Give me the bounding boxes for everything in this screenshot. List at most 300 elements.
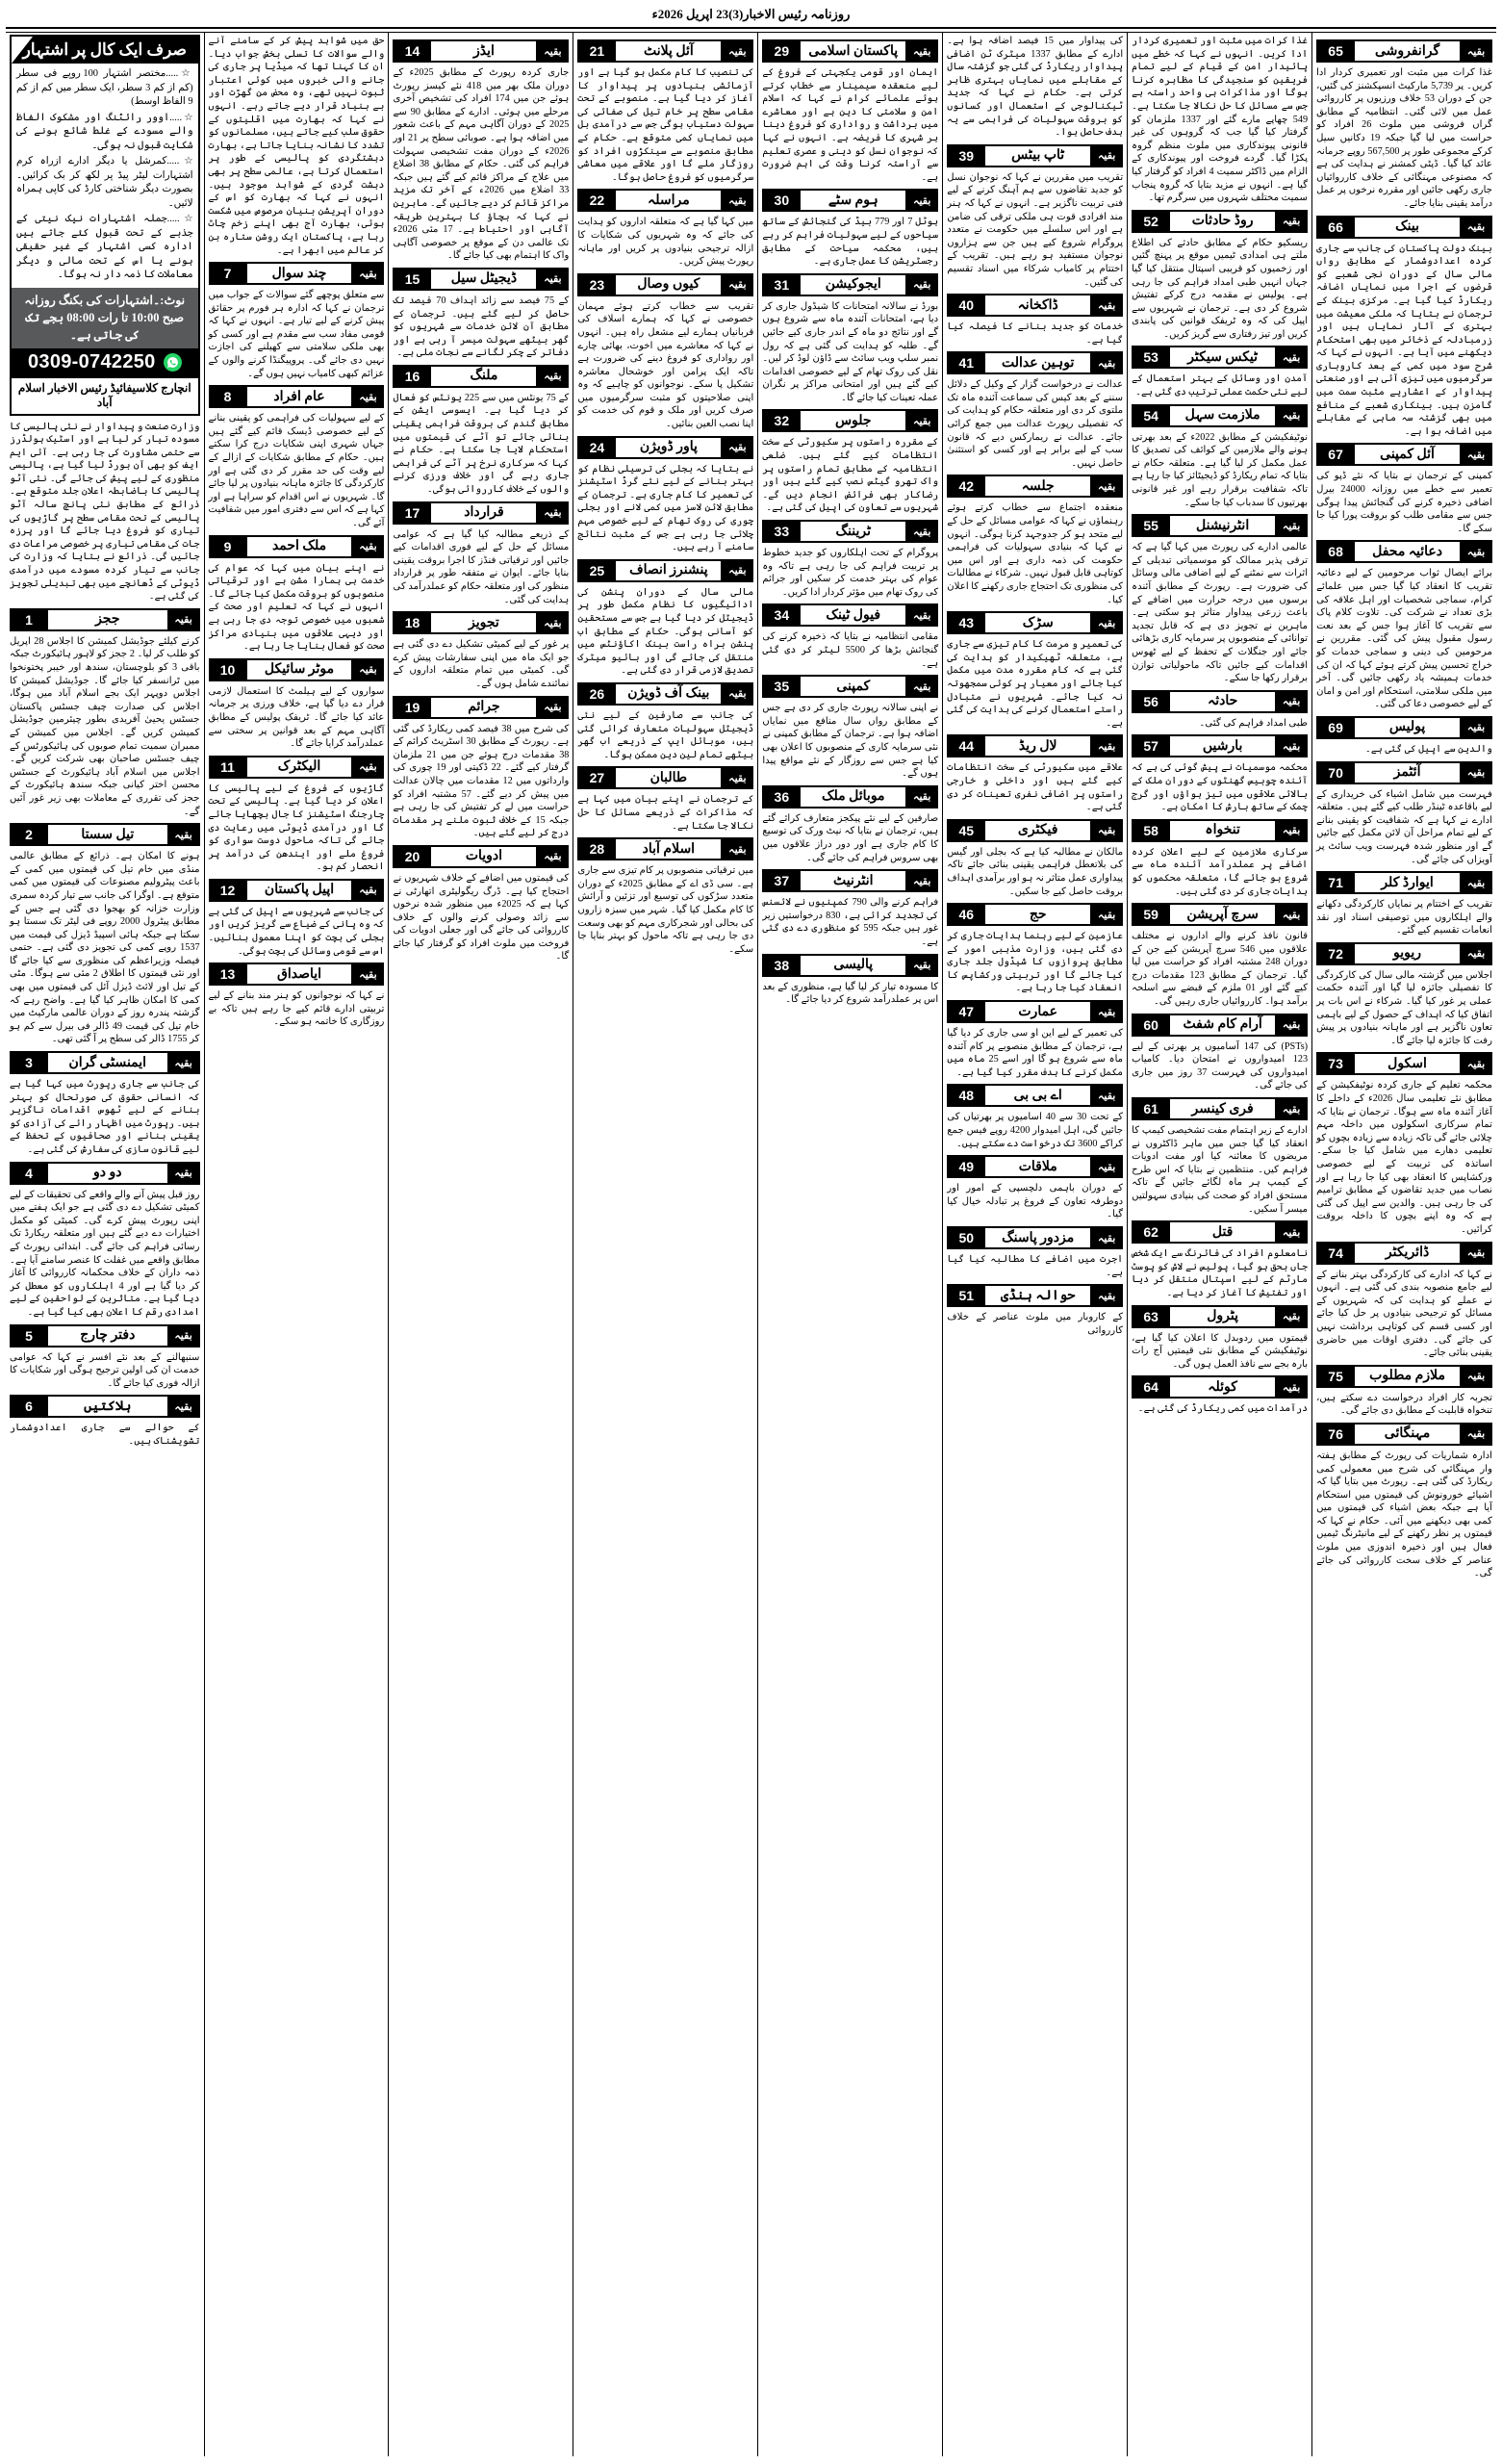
category-title: حج bbox=[985, 905, 1090, 924]
category-header[interactable] bbox=[1132, 346, 1308, 369]
category-header[interactable] bbox=[393, 365, 569, 388]
article-body: کی جانب سے صارفین کے لیے نئی ڈیجیٹل سہولیات متعارف کرائی گئی ہیں، موبائل ایپ کے ذریعے اب گھر بیٹھے تمام لین دین ممکن ہوگا۔ bbox=[577, 709, 754, 760]
category-header[interactable] bbox=[1316, 39, 1492, 63]
category-number: 64 bbox=[1133, 1376, 1169, 1398]
category-header[interactable] bbox=[947, 475, 1123, 498]
category-number: 52 bbox=[1133, 211, 1169, 232]
article-body: بورڈ نے سالانہ امتحانات کا شیڈول جاری کر دیا ہے، امتحانات آئندہ ماہ سے شروع ہوں گے اور نتائج دو ماہ کے اندر جاری کیے جائیں گے۔ طلبہ کو ہدایت کی گئی ہے کہ رول نمبر سلپ ویب سائٹ سے ڈاؤن لوڈ کر لیں۔ نقل کی روک تھام کے لیے خصوصی اقدامات کیے گئے ہیں اور امتحانی مراکز پر نگران عملہ تعینات کیا جائے گا۔ bbox=[762, 300, 939, 403]
category-title: پالیسی bbox=[801, 956, 905, 975]
category-header[interactable] bbox=[209, 262, 385, 285]
whatsapp-icon bbox=[164, 353, 182, 372]
continuation-label: بقیہ bbox=[1091, 1227, 1122, 1248]
continuation-label: بقیہ bbox=[352, 536, 383, 557]
category-header[interactable] bbox=[947, 734, 1123, 757]
category-header[interactable] bbox=[1132, 1097, 1308, 1120]
article-body: ریسکیو حکام کے مطابق حادثے کی اطلاع ملتے ہی امدادی ٹیمیں موقع پر پہنچ گئیں اور زخمیوں کو قریبی اسپتال منتقل کیا گیا جہاں انہیں طبی امداد فراہم کی جا رہی ہے۔ پولیس نے مقدمہ درج کرکے تفتیش شروع کر دی ہے۔ ترجمان نے شہریوں سے اپیل کی کہ وہ ٹریفک قوانین کی پابندی کریں اور تیز رفتاری سے گریز کریں۔ bbox=[1132, 237, 1309, 340]
category-header[interactable] bbox=[10, 823, 200, 846]
article-body: محکمہ تعلیم کے جاری کردہ نوٹیفکیشن کے مطابق نئے تعلیمی سال 2026ء کے داخلے کا آغاز آئندہ ماہ سے ہوگا۔ ترجمان نے بتایا کہ تمام سرکاری اسکولوں میں داخلہ مہم چلائی جائے گی تاکہ زیادہ سے زیادہ بچوں کو تعلیمی دھارے میں شامل کیا جا سکے۔ اساتذہ کی تربیت کے لیے خصوصی ورکشاپس کا انعقاد بھی کیا جا رہا ہے اور نصاب میں جدید تقاضوں کے مطابق ترامیم کی جا رہی ہیں۔ والدین سے اپیل کی گئی ہے کہ وہ اپنے بچوں کا داخلہ بروقت کرائیں۔ bbox=[1316, 1080, 1492, 1235]
category-header[interactable] bbox=[1316, 1423, 1492, 1446]
article-body: ہوٹل 7 اور 779 بیڈ کی گنجائش کے ساتھ سیاحوں کے لیے سہولیات فراہم کر رہے ہیں، محکمہ سیاحت کے مطابق رجسٹریشن کا عمل جاری ہے۔ bbox=[762, 217, 939, 268]
category-header[interactable] bbox=[762, 520, 938, 543]
category-title: ڈیجیٹل سیل bbox=[431, 270, 536, 289]
category-header[interactable] bbox=[577, 39, 753, 63]
category-header[interactable] bbox=[10, 1162, 200, 1185]
category-header[interactable] bbox=[209, 658, 385, 681]
category-header[interactable] bbox=[1132, 210, 1308, 233]
category-header[interactable] bbox=[209, 535, 385, 558]
category-header[interactable] bbox=[947, 351, 1123, 374]
incharge-line: انچارج کلاسیفائیڈ رئیس الاخبار اسلام آباد bbox=[12, 377, 198, 414]
article-body: میں ترقیاتی منصوبوں پر کام تیزی سے جاری ہے۔ سی ڈی اے کے مطابق 2025ء کے دوران متعدد سڑکوں کی توسیع اور تزئین و آرائش کا کام مکمل کیا گیا۔ شہر میں سبزہ زاروں کی بحالی اور شجرکاری مہم کو بھی وسعت دی جا رہی ہے تاکہ ماحول کو بہتر بنایا جا سکے۔ bbox=[577, 865, 754, 955]
category-title: روڈ حادثات bbox=[1170, 212, 1275, 231]
article-body: کی جانب سے شہریوں سے اپیل کی گئی ہے کہ وہ پانی کے ضیاع سے گریز کریں اور بجلی کی بچت کو اپنا معمول بنائیں۔ اس سے قومی وسائل کی بچت ہوگی۔ bbox=[208, 906, 385, 957]
category-title: حادثہ bbox=[1170, 692, 1275, 711]
continuation-label: بقیہ bbox=[722, 683, 752, 705]
category-header[interactable] bbox=[762, 189, 938, 212]
continuation-label: بقیہ bbox=[1276, 1306, 1307, 1327]
article-body: مالکان نے مطالبہ کیا ہے کہ بجلی اور گیس کی بلاتعطل فراہمی یقینی بنائی جائے تاکہ پیداواری عمل متاثر نہ ہو اور برآمدی اہداف بروقت حاصل کیے جا سکیں۔ bbox=[947, 846, 1124, 897]
article-body: فہرست میں شامل اشیاء کی خریداری کے لیے باقاعدہ ٹینڈر طلب کیے گئے ہیں۔ متعلقہ ادارے نے کہا ہے کہ شفافیت کو یقینی بنانے کے لیے تمام مراحل آن لائن مکمل کیے جائیں گے اور منظور شدہ فہرست ویب سائٹ پر آویزاں کی جائے گی۔ bbox=[1316, 788, 1492, 865]
category-number: 63 bbox=[1133, 1306, 1169, 1327]
category-title: ادویات bbox=[431, 847, 536, 866]
category-title: کیوں وصال bbox=[616, 275, 721, 295]
continuation-label: بقیہ bbox=[906, 604, 937, 626]
category-number: 3 bbox=[11, 1052, 47, 1073]
article-body: آمدن اور وسائل کے بہتر استعمال کے لیے نئی حکمت عملی ترتیب دی گئی ہے۔ bbox=[1132, 373, 1309, 398]
category-title: آئل پلانٹ bbox=[616, 41, 721, 61]
category-number: 74 bbox=[1317, 1243, 1354, 1264]
article-body: کی شرح میں 38 فیصد کمی ریکارڈ کی گئی ہے۔ رپورٹ کے مطابق 30 اسٹریٹ کرائم کے 38 مقدمات درج ہوئے جن میں 21 ملزمان گرفتار کیے گئے۔ 22 ڈکیتی اور 19 چوری کی وارداتوں میں 12 مقدمات میں چالان عدالت میں پیش کر دیے گئے۔ 57 مشتبہ افراد کو حراست میں لے کر تفتیش کی جا رہی ہے جبکہ 15 کے خلاف ثبوت ملنے پر مقدمات درج کر لیے گئے ہیں۔ bbox=[393, 723, 570, 839]
article-body: سواروں کے لیے ہیلمٹ کا استعمال لازمی قرار دے دیا گیا ہے، خلاف ورزی پر جرمانہ عائد کیا جائے گا۔ ٹریفک پولیس کے مطابق آگاہی مہم کے بعد قوانین پر سختی سے عملدرآمد کرایا جائے گا۔ bbox=[208, 685, 385, 750]
article-body: صارفین کے لیے نئے پیکجز متعارف کرائے گئے ہیں، ترجمان نے بتایا کہ نیٹ ورک کی توسیع کا کام جاری ہے اور دور دراز علاقوں میں بھی سروس فراہم کی جائے گی۔ bbox=[762, 812, 939, 863]
category-header[interactable] bbox=[393, 268, 569, 291]
continuation-label: بقیہ bbox=[1461, 717, 1491, 738]
category-title: جلوس bbox=[801, 411, 905, 430]
category-number: 17 bbox=[394, 502, 430, 524]
category-number: 40 bbox=[948, 295, 984, 316]
category-title: ہلاکتیں bbox=[48, 1397, 167, 1416]
article-body: پر غور کے لیے کمیٹی تشکیل دے دی گئی ہے جو ایک ماہ میں اپنی سفارشات پیش کرے گی۔ کمیٹی میں تمام متعلقہ اداروں کے نمائندے شامل ہوں گے۔ bbox=[393, 639, 570, 689]
category-title: پنشنرز انصاف bbox=[616, 561, 721, 580]
category-title: حوالہ ہنڈی bbox=[985, 1286, 1090, 1305]
continuation-label: بقیہ bbox=[1461, 872, 1491, 893]
continuation-label: بقیہ bbox=[1276, 346, 1307, 368]
masthead-text: روزنامہ رئیس الاخبار(3)23 اپریل 2026ء bbox=[651, 7, 851, 21]
category-header[interactable] bbox=[1132, 1014, 1308, 1037]
category-title: موبائل ملک bbox=[801, 787, 905, 807]
category-header[interactable] bbox=[1132, 1375, 1308, 1399]
category-number: 33 bbox=[763, 521, 800, 542]
article-body: کے 75 فیصد سے زائد اہداف 70 فیصد تک حاصل کر لیے گئے ہیں۔ ترجمان کے مطابق آن لائن خدمات سے شہریوں کو گھر بیٹھے سہولت میسر آ رہی ہے اور دفاتر کے چکر لگانے سے نجات ملی ہے۔ bbox=[393, 295, 570, 359]
category-header[interactable] bbox=[1316, 942, 1492, 965]
article-body: کے کاروبار میں ملوث عناصر کے خلاف کارروائی bbox=[947, 1312, 1124, 1336]
category-header[interactable] bbox=[577, 559, 753, 582]
article-body: کے دوران باہمی دلچسپی کے امور اور دوطرفہ تعاون کے فروغ پر تبادلہ خیال کیا گیا۔ bbox=[947, 1183, 1124, 1220]
category-title: الیکٹرک bbox=[247, 757, 352, 777]
category-number: 28 bbox=[578, 838, 615, 860]
category-number: 30 bbox=[763, 190, 800, 211]
category-number: 56 bbox=[1133, 691, 1169, 712]
category-number: 55 bbox=[1133, 515, 1169, 536]
category-header[interactable] bbox=[947, 1226, 1123, 1249]
article-body: کی قیمتوں میں اضافے کے خلاف شہریوں نے احتجاج کیا ہے۔ ڈرگ ریگولیٹری اتھارٹی نے کہا ہے کہ 2025ء میں منظور شدہ نرخوں سے زائد وصولی کرنے والوں کے خلاف کارروائی کی جائے گی اور جعلی ادویات کی فروخت میں ملوث افراد کو گرفتار کیا جائے گا۔ bbox=[393, 872, 570, 962]
advert-info-box bbox=[10, 35, 200, 416]
column-4 bbox=[757, 33, 942, 2456]
category-number: 43 bbox=[948, 612, 984, 633]
continuation-label: بقیہ bbox=[537, 269, 568, 290]
continuation-label: بقیہ bbox=[352, 263, 383, 284]
category-header[interactable] bbox=[947, 1155, 1123, 1178]
continuation-label: بقیہ bbox=[1091, 1085, 1122, 1106]
continuation-label: بقیہ bbox=[1276, 211, 1307, 232]
continuation-label: بقیہ bbox=[1461, 1366, 1491, 1387]
category-title: جرائم bbox=[431, 698, 536, 717]
article-body: تقریب میں مقررین نے کہا کہ نوجوان نسل کو جدید تقاضوں سے ہم آہنگ کرنے کے لیے فنی تربیت ناگزیر ہے۔ انہوں نے کہا کہ ہنر مند افرادی قوت ہی ملکی ترقی کی ضامن ہے اور اس سلسلے میں حکومت نے متعدد پروگرام شروع کیے ہیں جن سے ہزاروں نوجوان مستفید ہو رہے ہیں۔ تقریب کے اختتام پر کامیاب شرکاء میں اسناد تقسیم کی گئیں۔ bbox=[947, 171, 1124, 288]
article-body: وزارت صنعت و پیداوار نے نئی پالیسی کا مسودہ تیار کر لیا ہے اور اسٹیک ہولڈرز سے حتمی مشاورت کی جا رہی ہے۔ آئی ایم ایف کو بھی آن بورڈ لیا گیا ہے، پالیسی منظوری کے لیے پیش کی جائے گی۔ نئی آٹو پالیسی کا باضابطہ اعلان جلد متوقع ہے۔ ذرائع کے مطابق نئی پانچ سالہ آٹو پالیسی کے تحت مقامی سطح پر گاڑیوں کی تیاری کو فروغ دیا جائے گا اور پرزہ جات کی مقامی تیاری پر خصوصی مراعات دی جائیں گی۔ ذرائع نے بتایا کہ وزارت کی جانب سے تیار کردہ مسودے میں درآمدی ڈیوٹی کے ڈھانچے میں بھی تبدیلی تجویز کی گئی ہے۔ bbox=[10, 421, 200, 603]
article-body: ایمان اور قومی یکجہتی کے فروغ کے لیے منعقدہ سیمینار سے خطاب کرتے ہوئے علمائے کرام نے کہا کہ اسلام امن و سلامتی کا دین ہے اور معاشرے میں برداشت و رواداری کو فروغ دینا ہر شہری کا فریضہ ہے۔ انہوں نے کہا کہ نوجوان نسل کو دینی و عصری تعلیم سے آراستہ کرنا وقت کی اہم ضرورت ہے۔ bbox=[762, 67, 939, 183]
category-title: اسکول bbox=[1355, 1054, 1460, 1073]
column-5 bbox=[573, 33, 757, 2456]
continuation-label: بقیہ bbox=[352, 659, 383, 680]
category-header[interactable] bbox=[947, 144, 1123, 167]
category-number: 73 bbox=[1317, 1053, 1354, 1074]
article-body: روز قبل پیش آنے والے واقعے کی تحقیقات کے لیے کمیٹی تشکیل دے دی گئی ہے جو ایک ہفتے میں اپنی رپورٹ پیش کرے گی۔ کمیٹی کو مکمل اختیارات دے دیے گئے ہیں اور متعلقہ ریکارڈ تک رسائی فراہم کی جائے گی۔ ابتدائی رپورٹ کے مطابق واقعے میں غفلت کا عنصر سامنے آیا ہے۔ ذمہ داران کے خلاف محکمانہ کارروائی کا آغاز کر دیا گیا ہے اور 4 اہلکاروں کو معطل کر دیا گیا ہے۔ متاثرین کے لواحقین کے لیے امدادی رقم کا اعلان بھی کیا گیا ہے۔ bbox=[10, 1189, 200, 1318]
article-body: ہونے کا امکان ہے۔ ذرائع کے مطابق عالمی منڈی میں خام تیل کی قیمتوں میں کمی کے باعث پیٹرولیم مصنوعات کی قیمتوں میں کمی متوقع ہے۔ اوگرا کی جانب سے تیار کردہ سمری وزارت خزانہ کو بھجوا دی گئی ہے جس کے مطابق پیٹرول 2000 روپے فی لیٹر تک سستا ہو سکتا ہے جبکہ ہائی اسپیڈ ڈیزل کی قیمت میں 1537 روپے کمی کی تجویز دی گئی ہے۔ حتمی فیصلہ وزیراعظم کی منظوری سے کیا جائے گا اور نئی قیمتوں کا اطلاق 2 مئی سے ہوگا۔ مٹی کے تیل اور لائٹ ڈیزل آئل کی قیمتوں میں بھی کمی کا امکان ظاہر کیا گیا ہے۔ واضح رہے کہ گزشتہ پندرہ روز کے دوران عالمی مارکیٹ میں خام تیل کی قیمت 49 ڈالر فی بیرل سے کم ہو کر 1755 ڈالر کی سطح پر آ گئی تھی۔ bbox=[10, 851, 200, 1045]
category-number: 27 bbox=[578, 767, 615, 788]
category-number: 51 bbox=[948, 1285, 984, 1306]
category-title: آرام کام شفٹ bbox=[1170, 1015, 1275, 1035]
category-number: 38 bbox=[763, 955, 800, 976]
category-header[interactable] bbox=[947, 294, 1123, 317]
category-number: 14 bbox=[394, 40, 430, 62]
continuation-label: بقیہ bbox=[1091, 475, 1122, 497]
category-header[interactable] bbox=[1316, 871, 1492, 894]
category-title: دعائیہ محفل bbox=[1355, 542, 1460, 561]
column-6 bbox=[388, 33, 573, 2456]
category-header[interactable] bbox=[393, 39, 569, 63]
category-header[interactable] bbox=[1132, 404, 1308, 427]
category-title: عمارت bbox=[985, 1002, 1090, 1021]
continuation-label: بقیہ bbox=[722, 767, 752, 788]
continuation-label: بقیہ bbox=[1461, 1243, 1491, 1264]
category-number: 46 bbox=[948, 904, 984, 925]
continuation-label: بقیہ bbox=[1276, 1221, 1307, 1243]
category-header[interactable] bbox=[947, 1000, 1123, 1023]
category-header[interactable] bbox=[577, 273, 753, 296]
category-title: ایجوکیشن bbox=[801, 275, 905, 295]
category-title: ملاقات bbox=[985, 1157, 1090, 1176]
category-header[interactable] bbox=[393, 501, 569, 525]
article-body: نے کہا کہ نوجوانوں کو ہنر مند بنانے کے لیے تربیتی ادارے قائم کیے جا رہے ہیں تاکہ بے روزگاری کا خاتمہ ہو سکے۔ bbox=[208, 990, 385, 1028]
article-body: کے ترجمان نے اپنے بیان میں کہا ہے کہ مذاکرات کے ذریعے مسائل کا حل نکالا جا سکتا ہے۔ bbox=[577, 794, 754, 832]
category-header[interactable] bbox=[209, 879, 385, 902]
category-header[interactable] bbox=[947, 819, 1123, 842]
continuation-label: بقیہ bbox=[537, 846, 568, 867]
continuation-label: بقیہ bbox=[168, 609, 199, 630]
category-number: 42 bbox=[948, 475, 984, 497]
article-body: تقریب سے خطاب کرتے ہوئے مہمان خصوصی نے کہا کہ ہمارے اسلاف کی قربانیاں ہمارے لیے مشعل راہ ہیں۔ انہوں نے کہا کہ معاشرے میں اخوت، بھائی چارے اور رواداری کو فروغ دینے کی ضرورت ہے تاکہ ایک پرامن اور خوشحال معاشرہ تشکیل پا سکے۔ نوجوانوں کو چاہیے کہ وہ اپنی صلاحیتوں کو مثبت سرگرمیوں میں صرف کریں اور ملک و قوم کی خدمت کو اپنا نصب العین بنائیں۔ bbox=[577, 300, 754, 430]
article-body: ادارہ شماریات کی رپورٹ کے مطابق ہفتہ وار مہنگائی کی شرح میں معمولی کمی ریکارڈ کی گئی ہے۔ رپورٹ میں بتایا گیا کہ اشیائے خورونوش کی قیمتوں میں استحکام آیا ہے جبکہ بعض اشیاء کی قیمتوں میں کمی بھی دیکھنے میں آئی۔ حکام نے کہا کہ قیمتوں پر نظر رکھنے کے لیے مانیٹرنگ ٹیمیں فعال ہیں اور ذخیرہ اندوزی میں ملوث عناصر کے خلاف سخت کارروائی کی جائے گی۔ bbox=[1316, 1450, 1492, 1579]
continuation-label: بقیہ bbox=[1091, 735, 1122, 757]
advert-box-heading bbox=[12, 37, 198, 64]
category-title: مزدور پاسنگ bbox=[985, 1228, 1090, 1247]
continuation-label: بقیہ bbox=[722, 274, 752, 295]
category-header[interactable] bbox=[1316, 216, 1492, 239]
category-header[interactable] bbox=[1316, 761, 1492, 784]
category-number: 53 bbox=[1133, 346, 1169, 368]
category-title: انٹرنیشنل bbox=[1170, 516, 1275, 535]
category-number: 32 bbox=[763, 410, 800, 431]
category-header[interactable] bbox=[947, 1284, 1123, 1307]
continuation-label: بقیہ bbox=[722, 437, 752, 458]
category-header[interactable] bbox=[1132, 690, 1308, 713]
phone-number[interactable]: 0309-0742250 bbox=[27, 350, 156, 372]
category-title: بینک آف ڈویژن bbox=[616, 684, 721, 704]
continuation-label: بقیہ bbox=[722, 190, 752, 211]
advert-rule: ☆.....جملہ اشتہارات نیک نیتی کے جذبے کے تحت قبول کئے جاتے ہیں ادارہ کسی اشتہار کے غیر حقیقی ہونے یا اس کے تحت مالی و دیگر معاملات کا ذمہ دار نہ ہوگا۔ bbox=[16, 214, 193, 280]
article-body: عالمی ادارے کی رپورٹ میں کہا گیا ہے کہ ترقی پذیر ممالک کو موسمیاتی تبدیلی کے اثرات سے نمٹنے کے لیے اضافی مالی وسائل کی ضرورت ہے۔ رپورٹ کے مطابق آئندہ برسوں میں درجہ حرارت میں اضافے کے باعث زرعی پیداوار متاثر ہو سکتی ہے۔ ماہرین نے تجویز دی ہے کہ قابل تجدید توانائی کے منصوبوں پر سرمایہ کاری بڑھائی جائے اور جنگلات کے تحفظ کے لیے ٹھوس اقدامات کیے جائیں تاکہ ماحولیاتی توازن برقرار رکھا جا سکے۔ bbox=[1132, 542, 1309, 684]
category-number: 23 bbox=[578, 274, 615, 295]
article-body: کی پیداوار میں 15 فیصد اضافہ ہوا ہے۔ ادارے کے مطابق 1337 میٹرک ٹن اضافی پیداوار ریکارڈ کی گئی جو گزشتہ سال کے مقابلے میں نمایاں بہتری ظاہر کرتی ہے۔ حکام نے کہا کہ جدید ٹیکنالوجی کے استعمال اور کسانوں کو بروقت سہولیات کی فراہمی سے یہ ہدف حاصل ہوا۔ bbox=[947, 36, 1124, 139]
category-header[interactable] bbox=[762, 603, 938, 627]
article-body: کے حوالے سے جاری اعدادوشمار تشویشناک ہیں۔ bbox=[10, 1423, 200, 1447]
category-number: 6 bbox=[11, 1396, 47, 1417]
continuation-label: بقیہ bbox=[1091, 904, 1122, 925]
article-body: سرکاری ملازمین کے لیے اعلان کردہ اضافے پر عملدرآمد آئندہ ماہ سے شروع ہو جائے گا، متعلقہ محکموں کو ہدایات جاری کر دی گئی ہیں۔ bbox=[1132, 846, 1309, 897]
category-number: 13 bbox=[210, 963, 246, 985]
category-title: ایوارڈ کلر bbox=[1355, 873, 1460, 892]
category-title: پاور ڈویژن bbox=[616, 438, 721, 457]
continuation-label: بقیہ bbox=[168, 1052, 199, 1073]
continuation-label: بقیہ bbox=[1091, 1156, 1122, 1177]
category-title: طالبان bbox=[616, 768, 721, 787]
continuation-label: بقیہ bbox=[906, 870, 937, 891]
category-header[interactable] bbox=[947, 1084, 1123, 1107]
category-header[interactable] bbox=[10, 608, 200, 631]
category-number: 11 bbox=[210, 757, 246, 778]
continuation-label: بقیہ bbox=[168, 1396, 199, 1417]
category-number: 22 bbox=[578, 190, 615, 211]
category-header[interactable] bbox=[762, 409, 938, 432]
continuation-label: بقیہ bbox=[1461, 217, 1491, 238]
category-title: بینک bbox=[1355, 218, 1460, 237]
category-header[interactable] bbox=[393, 611, 569, 634]
category-number: 48 bbox=[948, 1085, 984, 1106]
category-title: عام افراد bbox=[247, 387, 352, 406]
continuation-label: بقیہ bbox=[1461, 1053, 1491, 1074]
advert-rule: ☆.....کمرشل یا دیگر ادارے ازراہ کرم اشتہارات لیٹر پیڈ پر لکھ کر بک کرائیں۔ بصورت دیگر شناختی کارڈ کی کاپی ہمراہ لائیں۔ bbox=[16, 156, 193, 209]
continuation-label: بقیہ bbox=[1276, 1376, 1307, 1398]
category-header[interactable] bbox=[1132, 1220, 1308, 1244]
category-header[interactable] bbox=[1132, 903, 1308, 926]
category-header[interactable] bbox=[577, 682, 753, 706]
article-body: جاری کردہ رپورٹ کے مطابق 2025ء کے دوران ملک بھر میں 418 نئے کیسز رپورٹ ہوئے جن میں 174 افراد کی تشخیص آخری مرحلے میں ہوئی۔ ادارے کے مطابق 90 سے 2025 کے دوران آگاہی مہم کے باعث شعور میں اضافہ ہوا ہے۔ صوبائی سطح پر 21 اور 2026ء کے دوران مفت تشخیصی سہولت فراہم کی گئی۔ حکام کے مطابق 38 اضلاع میں علاج کے مراکز قائم کیے گئے ہیں جبکہ 33 اضلاع میں 2026ء کے آخر تک مزید مراکز قائم کر دیے جائیں گے۔ ماہرین نے کہا کہ بچاؤ کا بہترین طریقہ آگاہی اور احتیاط ہے۔ 17 مئی 2026ء تک عالمی دن کے موقع پر خصوصی آگاہی واک کا اہتمام بھی کیا جائے گا۔ bbox=[393, 67, 570, 262]
article-body: میں کہا گیا ہے کہ متعلقہ اداروں کو ہدایت کی جائے کہ وہ شہریوں کی شکایات کا ازالہ ترجیحی بنیادوں پر کریں اور ماہانہ رپورٹ پیش کریں۔ bbox=[577, 217, 754, 268]
category-title: قتل bbox=[1170, 1222, 1275, 1242]
category-number: 35 bbox=[763, 676, 800, 697]
category-number: 67 bbox=[1317, 444, 1354, 465]
category-header[interactable] bbox=[762, 273, 938, 296]
continuation-label: بقیہ bbox=[906, 410, 937, 431]
category-header[interactable] bbox=[762, 869, 938, 892]
article-body: درآمدات میں کمی ریکارڈ کی گئی ہے۔ bbox=[1137, 1403, 1309, 1415]
category-header[interactable] bbox=[209, 756, 385, 779]
continuation-label: بقیہ bbox=[537, 366, 568, 387]
continuation-label: بقیہ bbox=[1276, 735, 1307, 757]
continuation-label: بقیہ bbox=[1461, 40, 1491, 62]
category-title: جلسہ bbox=[985, 476, 1090, 496]
continuation-label: بقیہ bbox=[1461, 541, 1491, 562]
category-header[interactable] bbox=[1316, 716, 1492, 739]
category-title: توہین عدالت bbox=[985, 353, 1090, 372]
category-title: تیل سستا bbox=[48, 825, 167, 844]
continuation-label: بقیہ bbox=[168, 1325, 199, 1347]
category-number: 26 bbox=[578, 683, 615, 705]
category-header[interactable] bbox=[1316, 1052, 1492, 1075]
article-body: غذا کرات میں مثبت اور تعمیری کردار ادا کریں۔ پر 5,739 مارکیٹ انسپکشنز کی گئیں، جن کے دوران 53 خلاف ورزیوں پر کارروائی عمل میں لائی گئی۔ انتظامیہ کے مطابق گراں فروشی میں ملوث 26 افراد کو حراست میں لیا گیا جبکہ 19 دکانیں سیل کرکے مجموعی طور پر 567,500 روپے جرمانہ عائد کیا گیا۔ ڈپٹی کمشنر نے ہدایت کی ہے کہ مصنوعی مہنگائی کے خلاف کارروائیاں جاری رکھی جائیں اور مقررہ نرخوں پر عمل درآمد یقینی بنایا جائے۔ bbox=[1316, 67, 1493, 209]
article-body: نے اپنی سالانہ رپورٹ جاری کر دی ہے جس کے مطابق رواں سال منافع میں نمایاں اضافہ ہوا ہے۔ ترجمان کے مطابق کمپنی نے نئی سرمایہ کاری کے منصوبوں کا اعلان بھی کیا ہے جس سے روزگار کے نئے مواقع پیدا ہوں گے۔ bbox=[762, 703, 939, 780]
category-title: مہنگائی bbox=[1355, 1424, 1460, 1444]
category-title: پٹرول bbox=[1170, 1307, 1275, 1326]
category-number: 50 bbox=[948, 1227, 984, 1248]
continuation-label: بقیہ bbox=[352, 880, 383, 901]
article-body: کے تحت 30 سے 40 اسامیوں پر بھرتیاں کی جائیں گی، اہل امیدوار 4200 روپے فیس جمع کراکے 3600 تک درخواست دے سکتے ہیں۔ bbox=[947, 1112, 1124, 1149]
column-3 bbox=[942, 33, 1127, 2456]
column-2 bbox=[1127, 33, 1311, 2456]
category-header[interactable] bbox=[1132, 819, 1308, 842]
booking-hours-note: نوٹ:۔اشتہارات کی بکنگ روزانہ صبح 10:00 تا رات 08:00 بجے تک کی جاتی ہے۔ bbox=[12, 288, 198, 348]
category-title: دو دو bbox=[48, 1164, 167, 1183]
contact-phone-bar[interactable] bbox=[12, 348, 198, 377]
category-number: 34 bbox=[763, 604, 800, 626]
category-number: 37 bbox=[763, 870, 800, 891]
category-title: ٹریننگ bbox=[801, 522, 905, 541]
category-title: سڑک bbox=[985, 613, 1090, 632]
category-title: ڈاکخانہ bbox=[985, 295, 1090, 315]
category-number: 1 bbox=[11, 609, 47, 630]
category-title: کوئلہ bbox=[1170, 1377, 1275, 1397]
continuation-label: بقیہ bbox=[352, 386, 383, 407]
category-title: مراسلہ bbox=[616, 191, 721, 210]
continuation-label: بقیہ bbox=[537, 697, 568, 718]
article-body: کے مقررہ راستوں پر سکیورٹی کے سخت انتظامات کیے گئے ہیں۔ ضلعی انتظامیہ کے مطابق تمام راستوں پر واک تھرو گیٹس نصب کیے گئے ہیں اور رضاکار بھی فرائض انجام دیں گے۔ شہریوں سے تعاون کی اپیل کی گئی ہے۔ bbox=[762, 437, 939, 514]
continuation-label: بقیہ bbox=[1276, 691, 1307, 712]
category-number: 72 bbox=[1317, 943, 1354, 964]
category-header[interactable] bbox=[577, 837, 753, 860]
article-body: کا مسودہ تیار کر لیا گیا ہے، منظوری کے بعد اس پر عملدرآمد شروع کر دیا جائے گا۔ bbox=[762, 981, 939, 1006]
category-header[interactable] bbox=[10, 1051, 200, 1074]
category-header[interactable] bbox=[393, 845, 569, 868]
article-body: نے کہا کہ ادارے کی کارکردگی بہتر بنانے کے لیے جامع منصوبہ بندی کی گئی ہے۔ انہوں نے عملے کو ہدایت کی کہ شہریوں کے مسائل کو ترجیحی بنیادوں پر حل کیا جائے اور کسی قسم کی کوتاہی برداشت نہیں کی جائے گی۔ دفتری اوقات میں حاضری یقینی بنائی جائے۔ bbox=[1316, 1269, 1492, 1359]
article-body: علاقے میں سکیورٹی کے سخت انتظامات کیے گئے ہیں اور داخلی و خارجی راستوں پر اضافی نفری تعینات کر دی گئی ہے۔ bbox=[947, 762, 1124, 813]
category-header[interactable] bbox=[762, 39, 938, 63]
article-body: ادارے کے زیر اہتمام مفت تشخیصی کیمپ کا انعقاد کیا گیا جس میں ماہر ڈاکٹروں نے مریضوں کا معائنہ کیا اور مفت ادویات فراہم کیں۔ منتظمین نے بتایا کہ اس طرح کے کیمپ ہر ماہ لگائے جائیں گے تاکہ مستحق افراد کو صحت کی بنیادی سہولتیں میسر آ سکیں۔ bbox=[1132, 1125, 1309, 1215]
category-number: 59 bbox=[1133, 904, 1169, 925]
category-header[interactable] bbox=[1132, 1305, 1308, 1328]
continuation-label: بقیہ bbox=[1276, 904, 1307, 925]
category-title: قرارداد bbox=[431, 503, 536, 523]
article-body: کے لیے سہولیات کی فراہمی کو یقینی بنانے کے لیے خصوصی ڈیسک قائم کیے گئے ہیں جہاں شہری اپنی شکایات درج کرا سکتے ہیں۔ حکام کے مطابق شکایات کے ازالے کے لیے وقت کی حد مقرر کر دی گئی ہے اور کارکردگی کا جائزہ ماہانہ بنیادوں پر لیا جائے گا۔ شہریوں نے اس اقدام کو سراہا ہے اور کہا ہے کہ اس سے دفتری امور میں شفافیت آئے گی۔ bbox=[208, 413, 385, 528]
category-header[interactable] bbox=[762, 675, 938, 698]
article-body: کے 75 یونٹس میں سے 225 یونٹس کو فعال کر دیا گیا ہے۔ ایسوسی ایشن کے مطابق گندم کی بروقت فراہمی یقینی بنائی جائے تو آٹے کی قیمتوں میں استحکام لایا جا سکتا ہے۔ حکام نے کہا کہ سرکاری نرخ پر آٹے کی فراہمی جاری رہے گی اور خلاف ورزی کرنے والوں کے خلاف کارروائی ہوگی۔ bbox=[393, 392, 570, 496]
category-number: 7 bbox=[210, 263, 246, 284]
category-header[interactable] bbox=[762, 954, 938, 977]
category-header[interactable] bbox=[577, 436, 753, 459]
category-title: آئٹمز bbox=[1355, 763, 1460, 783]
category-number: 41 bbox=[948, 352, 984, 373]
category-title: ملازمت سہل bbox=[1170, 406, 1275, 425]
category-number: 2 bbox=[11, 824, 47, 845]
article-body: سنبھالنے کے بعد نئے افسر نے کہا کہ عوامی خدمت ان کی اولین ترجیح ہوگی اور شکایات کا ازالہ فوری کیا جائے گا۔ bbox=[10, 1351, 200, 1389]
category-title: دفتر چارج bbox=[48, 1326, 167, 1346]
category-number: 75 bbox=[1317, 1366, 1354, 1387]
category-header[interactable] bbox=[1132, 514, 1308, 537]
continuation-label: بقیہ bbox=[1461, 1424, 1491, 1445]
article-body: کی تعمیر و مرمت کا کام تیزی سے جاری ہے، متعلقہ ٹھیکیدار کو ہدایت کی گئی ہے کہ کام مقررہ مدت میں مکمل کیا جائے اور معیار پر کوئی سمجھوتہ نہ کیا جائے۔ شہریوں نے متبادل راستے استعمال کرنے کی ہدایت کی گئی ہے۔ bbox=[947, 639, 1124, 729]
category-header[interactable] bbox=[1132, 734, 1308, 757]
category-title: انٹرنیٹ bbox=[801, 871, 905, 890]
article-body: بینک دولت پاکستان کی جانب سے جاری کردہ اعدادوشمار کے مطابق رواں مالی سال کے دوران نجی شعبے کو قرضوں کے اجرا میں نمایاں اضافہ ریکارڈ کیا گیا ہے۔ مرکزی بینک کے ترجمان نے بتایا کہ ملکی معیشت میں بہتری کے آثار نمایاں ہیں اور زرمبادلہ کے ذخائر میں بھی استحکام دیکھنے میں آیا ہے۔ انہوں نے کہا کہ شرح سود میں کمی کے بعد کاروباری سرگرمیوں میں تیزی آئی ہے اور صنعتی پیداوار کے اعشاریے مثبت سمت میں گامزن ہیں۔ بینکاری شعبے کے منافع میں بھی گزشتہ سہ ماہی کے مقابلے میں اضافہ ہوا ہے۔ bbox=[1316, 243, 1492, 437]
category-header[interactable] bbox=[577, 189, 753, 212]
article-body: کے ذریعے مطالبہ کیا گیا ہے کہ عوامی مسائل کے حل کے لیے فوری اقدامات کیے جائیں اور ترقیاتی فنڈز کا اجرا بروقت یقینی بنایا جائے۔ ایوان نے متفقہ طور پر قرارداد منظور کی اور متعلقہ حکام کو عملدرآمد کی ہدایت کی گئی۔ bbox=[393, 528, 570, 605]
category-header[interactable] bbox=[1316, 1365, 1492, 1388]
category-number: 69 bbox=[1317, 717, 1354, 738]
category-number: 29 bbox=[763, 40, 800, 62]
category-number: 57 bbox=[1133, 735, 1169, 757]
category-title: اسلام آباد bbox=[616, 839, 721, 859]
category-title: فری کینسر bbox=[1170, 1099, 1275, 1118]
column-grid bbox=[6, 32, 1496, 2456]
category-header[interactable] bbox=[1316, 1242, 1492, 1265]
category-header[interactable] bbox=[209, 385, 385, 408]
category-number: 45 bbox=[948, 820, 984, 841]
category-number: 19 bbox=[394, 697, 430, 718]
category-header[interactable] bbox=[947, 611, 1123, 634]
category-number: 12 bbox=[210, 880, 246, 901]
continuation-label: بقیہ bbox=[1461, 762, 1491, 783]
continuation-label: بقیہ bbox=[168, 1163, 199, 1184]
category-title: ملنگ bbox=[431, 367, 536, 386]
category-header[interactable] bbox=[1316, 443, 1492, 466]
category-title: فیول ٹینک bbox=[801, 605, 905, 625]
category-header[interactable] bbox=[209, 962, 385, 986]
article-body: فراہم کرنے والی 790 کمپنیوں نے لائسنس کی تجدید کرائی ہے، 830 درخواستیں زیر غور ہیں جبکہ 595 کو منظوری دے دی گئی ہے۔ bbox=[762, 897, 939, 947]
category-header[interactable] bbox=[947, 903, 1123, 926]
category-header[interactable] bbox=[577, 766, 753, 789]
category-title: آئل کمپنی bbox=[1355, 445, 1460, 464]
continuation-label: بقیہ bbox=[1091, 612, 1122, 633]
category-number: 76 bbox=[1317, 1424, 1354, 1445]
category-title: اپیل پاکستان bbox=[247, 881, 352, 900]
category-title: ایڈز bbox=[431, 41, 536, 61]
article-body: کی تنصیب کا کام مکمل ہو گیا ہے اور آزمائشی بنیادوں پر پیداوار کا آغاز کر دیا گیا ہے۔ منصوبے کے تحت مقامی سطح پر خام تیل کی صفائی کی سہولت دستیاب ہوگی جس سے درآمدی بل میں نمایاں کمی متوقع ہے۔ حکام کے مطابق منصوبے سے سینکڑوں افراد کو روزگار ملے گا اور علاقے میں معاشی سرگرمیوں کو فروغ حاصل ہوگا۔ bbox=[577, 67, 754, 183]
category-header[interactable] bbox=[762, 785, 938, 808]
category-header[interactable] bbox=[10, 1395, 200, 1418]
masthead bbox=[6, 4, 1496, 29]
continuation-label: بقیہ bbox=[906, 955, 937, 976]
category-title: تجویز bbox=[431, 613, 536, 632]
category-title: سرچ آپریشن bbox=[1170, 905, 1275, 924]
article-body: غذا کرات میں مثبت اور تعمیری کردار ادا کریں۔ انہوں نے کہا کہ خطے میں پائیدار امن کے قیام کے لیے تمام فریقین کو سنجیدگی کا مظاہرہ کرنا ہوگا اور مذاکرات ہی واحد راستہ ہے جس سے مسائل کا حل نکالا جا سکتا ہے۔ 549 چھاپے مارے گئے اور 1337 ملزمان کو گرفتار کیا گیا جب کہ گروہوں کی غیر قانونی پیوندکاری میں ملوث منظم گروہ پکڑا گیا۔ گردے فروخت اور پیوندکاری کے الزام میں ڈاکٹر سمیت 4 افراد کو گرفتار کیا گیا ہے۔ انہوں نے مزید بتایا کہ گروہ پنجاب سمیت مختلف شہروں میں سرگرم تھا۔ bbox=[1132, 36, 1309, 204]
category-title: ٹیکس سیکٹر bbox=[1170, 347, 1275, 367]
category-number: 8 bbox=[210, 386, 246, 407]
category-header[interactable] bbox=[10, 1324, 200, 1348]
article-body: خدمات کو جدید بنانے کا فیصلہ کیا گیا ہے۔ bbox=[947, 321, 1124, 346]
article-body: کی تعمیر کے لیے این او سی جاری کر دیا گیا ہے، ترجمان کے مطابق منصوبے پر کام آئندہ ماہ سے شروع ہو گا اور اسے 25 ماہ میں مکمل کرنے کا ہدف مقرر کیا گیا ہے۔ bbox=[947, 1028, 1124, 1078]
category-header[interactable] bbox=[1316, 540, 1492, 563]
article-body: کرنے کیلئے جوڈیشل کمیشن کا اجلاس 28 اپریل کو طلب کر لیا۔ 2 ججز کو لاہور ہائیکورٹ جبکہ باقی 3 کو بلوچستان، سندھ اور خیبر پختونخوا میں ٹرانسفر کیا جائے گا۔ جوڈیشل کمیشن کا اجلاس دوپہر ایک بجے اسلام آباد میں ہوگا، اجلاس کی صدارت چیف جسٹس پاکستان جسٹس یحییٰ آفریدی بطور چیئرمین جوڈیشل کمیشن کریں گے۔ اجلاس میں کمیشن کے ممبران سمیت تمام صوبوں کی ہائیکورٹس کے چیف جسٹس صاحبان بھی شرکت کریں گے۔ اجلاس میں اسلام آباد ہائیکورٹ کے جسٹس محسن اختر کیانی جبکہ سندھ ہائیکورٹ کے ججز کی تقرری کے معاملات بھی زیر غور آئیں گے۔ bbox=[10, 635, 200, 817]
category-header[interactable] bbox=[393, 696, 569, 719]
